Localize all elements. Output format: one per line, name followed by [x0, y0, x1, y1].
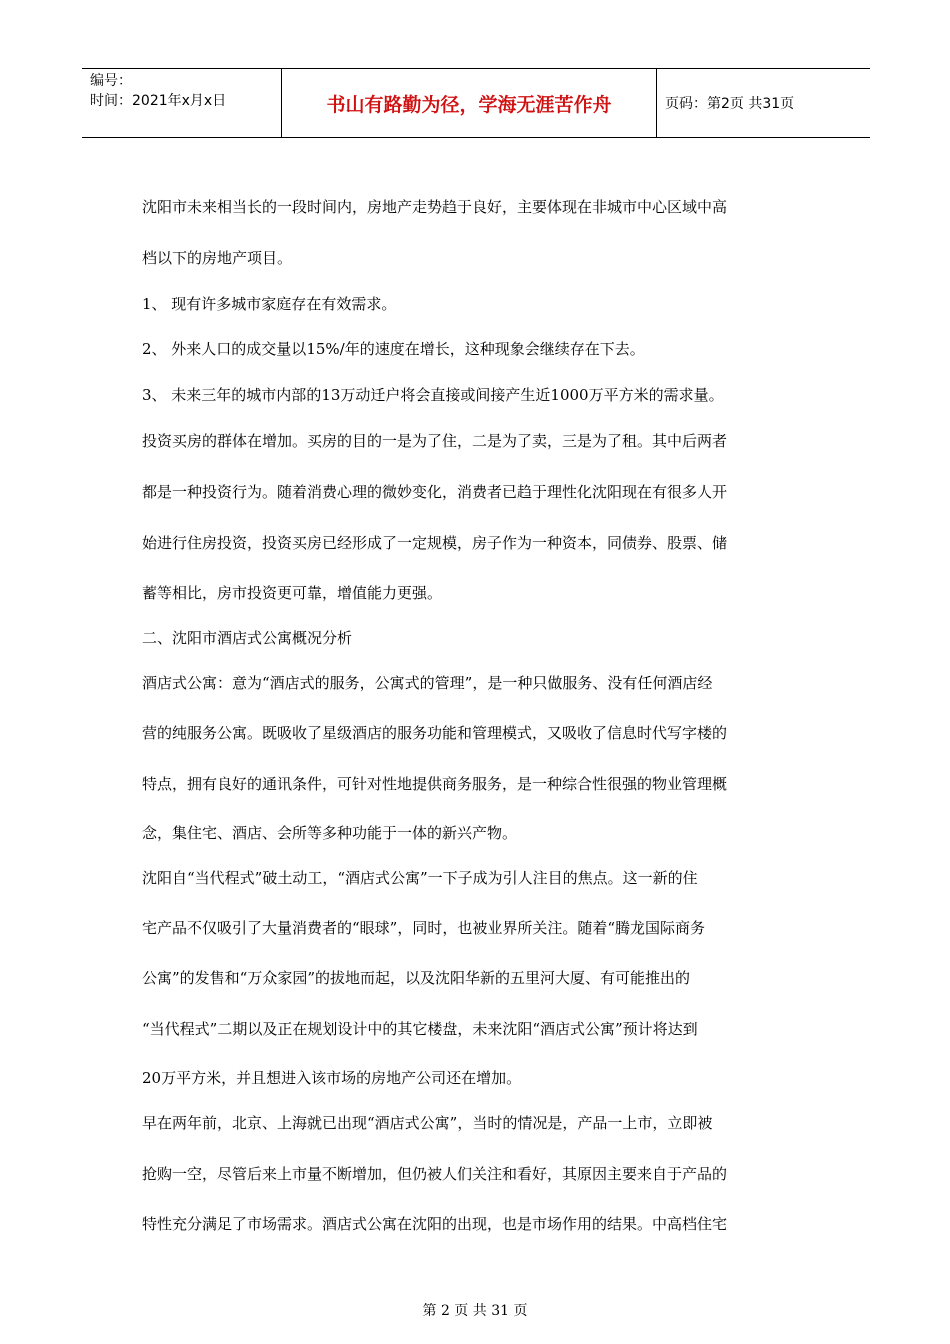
text-line: 2、 外来人口的成交量以15%/年的速度在增长，这种现象会继续存在下去。 — [142, 340, 645, 358]
text-line: 念，集住宅、酒店、会所等多种功能于一体的新兴产物。 — [142, 824, 518, 842]
text-line: 1、 现有许多城市家庭存在有效需求。 — [142, 295, 397, 313]
text-line: 档以下的房地产项目。 — [142, 249, 293, 267]
text-line: 酒店式公寓：意为“酒店式的服务，公寓式的管理”，是一种只做服务、没有任何酒店经 — [142, 674, 713, 692]
text-line: 20万平方米，并且想进入该市场的房地产公司还在增加。 — [142, 1069, 522, 1087]
text-line: 特性充分满足了市场需求。酒店式公寓在沈阳的出现，也是市场作用的结果。中高档住宅 — [142, 1215, 728, 1233]
text-line: 3、 未来三年的城市内部的13万动迁户将会直接或间接产生近1000万平方米的需求量。 — [142, 386, 724, 404]
page-header — [82, 68, 870, 138]
text-line: 早在两年前，北京、上海就已出现“酒店式公寓”，当时的情况是，产品一上市，立即被 — [142, 1114, 713, 1132]
number-label: 编号： — [90, 73, 132, 89]
text-line: 宅产品不仅吸引了大量消费者的“眼球”，同时，也被业界所关注。随着“腾龙国际商务 — [142, 919, 706, 937]
text-line: 营的纯服务公寓。既吸收了星级酒店的服务功能和管理模式，又吸收了信息时代写字楼的 — [142, 724, 728, 742]
text-line: 始进行住房投资，投资买房已经形成了一定规模，房子作为一种资本，同债券、股票、储 — [142, 534, 728, 552]
text-line: 蓄等相比，房市投资更可靠，增值能力更强。 — [142, 584, 443, 602]
text-line: 沈阳自“当代程式”破土动工，“酒店式公寓”一下子成为引人注目的焦点。这一新的住 — [142, 869, 698, 887]
text-line: 投资买房的群体在增加。买房的目的一是为了住，二是为了卖，三是为了租。其中后两者 — [142, 432, 728, 450]
text-line: 沈阳市未来相当长的一段时间内，房地产走势趋于良好，主要体现在非城市中心区域中高 — [142, 198, 728, 216]
text-line: 特点，拥有良好的通讯条件，可针对性地提供商务服务，是一种综合性很强的物业管理概 — [142, 775, 728, 793]
text-line: 都是一种投资行为。随着消费心理的微妙变化，消费者已趋于理性化沈阳现在有很多人开 — [142, 483, 728, 501]
time-label: 时间：2021年x月x日 — [90, 93, 227, 109]
header-motto: 书山有路勤为径，学海无涯苦作舟 — [282, 69, 657, 137]
text-line: “当代程式”二期以及正在规划设计中的其它楼盘，未来沈阳“酒店式公寓”预计将达到 — [142, 1020, 698, 1038]
header-meta — [82, 69, 282, 137]
header-page-info: 页码：第2页 共31页 — [665, 96, 795, 112]
page-footer: 第 2 页 共 31 页 — [422, 1303, 528, 1319]
text-line: 公寓”的发售和“万众家园”的拔地而起，以及沈阳华新的五里河大厦、有可能推出的 — [142, 969, 691, 987]
text-line: 抢购一空，尽管后来上市量不断增加，但仍被人们关注和看好，其原因主要来自于产品的 — [142, 1165, 728, 1183]
text-line: 二、沈阳市酒店式公寓概况分析 — [142, 629, 353, 647]
